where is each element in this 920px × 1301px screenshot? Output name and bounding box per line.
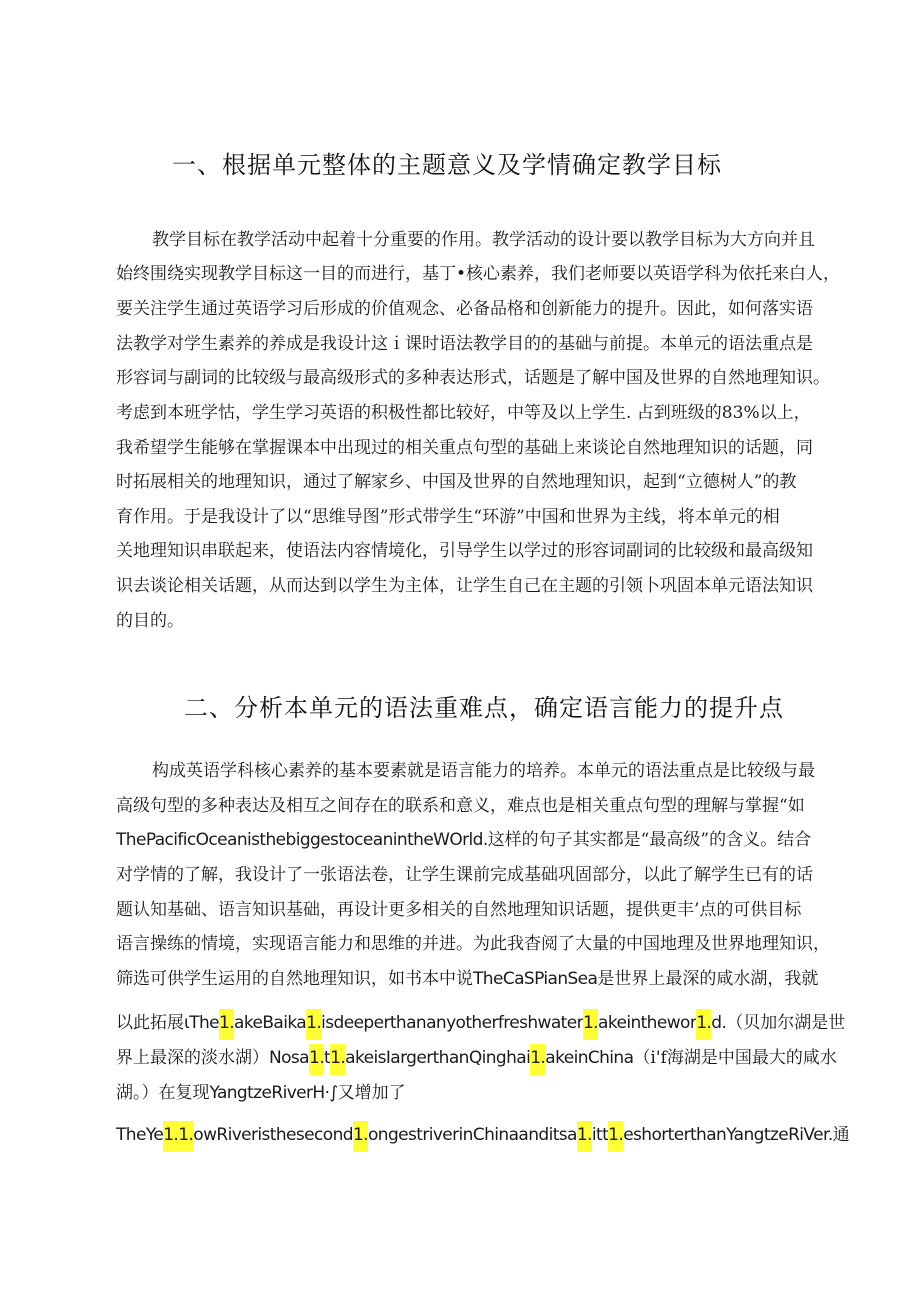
paragraph-line: 法教学对学生素养的养成是我设计这ｉ课时语法教学目的的基础与前提。本单元的语法重点是 — [116, 334, 813, 354]
text-run: （贝加尔湖是世 — [726, 1013, 846, 1033]
english-example: owRiveristhesecond — [193, 1125, 353, 1145]
text-run: ι — [184, 1013, 190, 1033]
paragraph-line: 识去谈论相关话题，从而达到以学生为主体，让学生自己在主题的引领卜巩固本单元语法知识 — [116, 576, 813, 596]
highlight-mark: 1. — [608, 1121, 623, 1152]
paragraph-line — [116, 832, 811, 849]
paragraph-line: 育作用。于是我设计了以“思维导图”形式带学生“环游”中国和世界为主线，将本单元的相 — [116, 507, 780, 527]
paragraph-line: 教学目标在教学活动中起着十分重要的作用。教学活动的设计要以教学目标为大方向并且 — [152, 230, 815, 250]
paragraph-line: 高级句型的多种表达及相互之间存在的联系和意义，难点也是相关重点句型的理解与掌握“如 — [116, 796, 805, 816]
english-example: TheCaSPianSea — [473, 969, 598, 989]
paragraph-line: 语言操练的情境，实现语言能力和思维的并进。为此我杳阅了大量的中国地理及世界地理知识， — [116, 934, 830, 954]
paragraph-line: 构成英语学科核心素养的基本要素就是语言能力的培养。本单元的语法重点是比较级与最 — [152, 761, 815, 781]
text-run: 通 — [832, 1125, 850, 1145]
english-example: t — [324, 1048, 331, 1068]
english-example: isdeeperthananyotherfreshwater — [321, 1013, 583, 1033]
text-run: 这样的句子其实都是“最高级”的含义。结合 — [487, 830, 812, 850]
highlight-mark: 1. — [309, 1044, 324, 1075]
highlight-mark: 1. — [696, 1009, 711, 1040]
paragraph-line: 要关注学生通过英语学习后形成的价值观念、必备品格和创新能力的提升。因此，如何落实语 — [116, 299, 813, 319]
english-example: akeBaika — [234, 1013, 307, 1033]
highlight-mark: 1. — [353, 1121, 368, 1152]
highlight-mark: 1. — [330, 1044, 345, 1075]
paragraph-line — [116, 1015, 845, 1032]
english-example: d. — [711, 1013, 727, 1033]
paragraph-line: 对学情的了解，我设计了一张语法卷，让学生课前完成基础巩固部分，以此了解学生已有的话 — [116, 865, 813, 885]
highlight-mark: 1. — [163, 1121, 178, 1152]
english-example: akeinChina — [545, 1048, 634, 1068]
highlight-mark: 1. — [577, 1121, 592, 1152]
paragraph-line: 我希望学生能够在掌握课本中出现过的相关重点句型的基础上来谈论自然地理知识的话题，同 — [116, 438, 813, 458]
paragraph-line — [116, 971, 818, 988]
english-example: itt — [591, 1125, 609, 1145]
section-1-heading: 一、根据单元整体的主题意义及学情确定教学目标 — [172, 151, 722, 179]
text-run: （i'f海湖是中国最大的咸水 — [633, 1048, 837, 1068]
paragraph-line — [116, 1050, 837, 1067]
highlight-mark: 1. — [530, 1044, 545, 1075]
text-run: 是世界上最深的咸水湖，我就 — [597, 969, 819, 989]
paragraph-line: 始终围绕实现教学目标这一目的而进行，基丁•核心素养，我们老师要以英语学科为依托来白人， — [116, 264, 841, 284]
highlight-mark: 1. — [178, 1121, 193, 1152]
english-example: The — [189, 1013, 219, 1033]
paragraph-line: 题认知基础、语言知识基础，再设计更多相关的自然地理知识话题，提供更丰’点的可供目标 — [116, 900, 802, 920]
text-run: 以此拓展 — [116, 1013, 184, 1033]
english-example: akeisIargerthanQinghai — [345, 1048, 531, 1068]
paragraph-line: 关地理知识串联起来，使语法内容情境化，引导学生以学过的形容词副词的比较级和最高级知 — [116, 541, 813, 561]
highlight-mark: 1. — [219, 1009, 234, 1040]
english-example: ongestriverinChinaanditsa — [367, 1125, 577, 1145]
english-example: TheYe — [116, 1125, 164, 1145]
highlight-mark: 1. — [583, 1009, 598, 1040]
english-example: Nosa — [269, 1048, 309, 1068]
section-2-heading: 二、分析本单元的语法重难点，确定语言能力的提升点 — [184, 694, 784, 722]
text-run: 又增加了 — [337, 1083, 406, 1103]
english-example: akeinthewor — [598, 1013, 697, 1033]
paragraph-line: 考虑到本班学怙，学生学习英语的积极性都比较好，中等及以上学生. 占到班级的83%以上， — [116, 403, 811, 423]
text-run: 筛选可供学生运用的自然地理知识，如书本中说 — [116, 969, 473, 989]
english-example: YangtzeRiverH·∫ — [209, 1083, 338, 1103]
text-run: 湖。）在复现 — [116, 1083, 210, 1103]
paragraph-line: 形容词与副词的比较级与最高级形式的多种表达形式，话题是了解中国及世界的自然地理知识。 — [116, 368, 830, 388]
highlight-mark: 1. — [306, 1009, 321, 1040]
paragraph-line — [116, 1127, 850, 1144]
text-run: 界上最深的淡水湖） — [116, 1048, 269, 1068]
english-example: eshorterthanYangtzeRiVer. — [623, 1125, 833, 1145]
english-example: ThePacificOceanisthebiggestoceanintheWOrld. — [116, 830, 488, 850]
paragraph-line — [116, 1085, 406, 1102]
paragraph-line: 的目的。 — [116, 611, 184, 631]
paragraph-line: 时拓展相关的地理知识，通过了解家乡、中国及世界的自然地理知识，起到“立德树人”的教 — [116, 472, 797, 492]
